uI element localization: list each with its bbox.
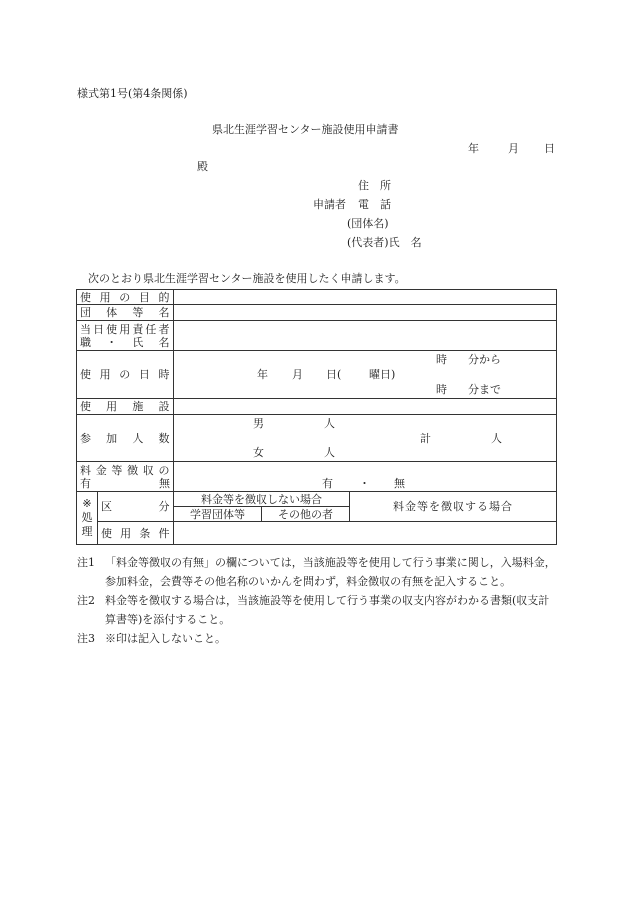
org-name-label: 団体等名	[77, 305, 174, 321]
purpose-label: 使用の目的	[77, 290, 174, 305]
purpose-field[interactable]	[174, 290, 557, 305]
org-name-field[interactable]	[174, 305, 557, 321]
address-label: 住 所	[358, 179, 391, 192]
applicant-label: 申請者	[313, 198, 346, 211]
male-unit: 人	[324, 417, 335, 430]
participants-label: 参加人数	[77, 415, 174, 462]
time-from-hour: 時	[436, 353, 447, 366]
responsible-label: 当日使用責任者 職・氏名	[77, 321, 174, 351]
facility-label: 使用施設	[77, 399, 174, 415]
fee-dot: ・	[359, 477, 370, 490]
date-line	[468, 142, 555, 156]
female-label: 女	[253, 446, 264, 459]
notes	[77, 553, 557, 648]
fee-label: 料金等徴収の 有 無	[77, 462, 174, 492]
date-day: 日	[544, 142, 555, 155]
time-to: 分まで	[468, 383, 501, 396]
form-id: 様式第1号(第4条関係)	[77, 87, 188, 100]
dt-weekday: 曜日)	[369, 368, 396, 381]
date-year: 年	[468, 142, 479, 155]
category-label: 区 分	[98, 492, 174, 522]
participants-field[interactable]	[174, 415, 557, 462]
time-to-hour: 時	[436, 383, 447, 396]
fee-yes: 有	[322, 477, 333, 490]
male-label: 男	[253, 417, 264, 430]
datetime-label: 使用の日時	[77, 351, 174, 399]
dt-month: 月	[292, 368, 303, 381]
dt-year: 年	[257, 368, 268, 381]
note-3: 注3 ※印は記入しないこと。	[77, 632, 226, 645]
addressee-suffix: 殿	[197, 160, 208, 173]
note-1: 注1 「料金等徴収の有無」の欄については，当該施設等を使用して行う事業に関し，入場料金，参加料金，会費等その他名称のいかんを問わず，料金徴収の有無を記入すること。	[77, 556, 556, 588]
fee-no: 無	[394, 477, 405, 490]
intro-text: 次のとおり県北生涯学習センター施設を使用したく申請します。	[88, 272, 406, 285]
facility-field[interactable]	[174, 399, 557, 415]
others-header: その他の者	[262, 507, 350, 522]
dt-day: 日(	[326, 368, 342, 381]
female-unit: 人	[324, 446, 335, 459]
learning-group-header: 学習団体等	[174, 507, 262, 522]
document-title: 県北生涯学習センター施設使用申請書	[212, 123, 399, 136]
conditions-field[interactable]	[174, 522, 557, 545]
application-table	[76, 289, 557, 545]
representative-label: (代表者)氏 名	[347, 236, 422, 249]
phone-label: 電 話	[358, 198, 391, 211]
time-from: 分から	[468, 353, 501, 366]
datetime-field[interactable]	[174, 351, 557, 399]
no-fee-case-header: 料金等を徴収しない場合	[174, 492, 350, 507]
total-label: 計	[420, 432, 431, 445]
fee-field[interactable]	[174, 462, 557, 492]
fee-case-header: 料金等を徴収する場合	[350, 492, 557, 522]
conditions-label: 使用条件	[98, 522, 174, 545]
org-label: (団体名)	[347, 217, 389, 230]
responsible-field[interactable]	[174, 321, 557, 351]
office-use-label: ※ 処 理	[77, 492, 98, 545]
total-unit: 人	[491, 432, 502, 445]
date-month: 月	[508, 142, 519, 155]
note-2: 注2 料金等を徴収する場合は，当該施設等を使用して行う事業の収支内容がわかる書類(収支計算書等)を添付すること。	[77, 594, 550, 626]
